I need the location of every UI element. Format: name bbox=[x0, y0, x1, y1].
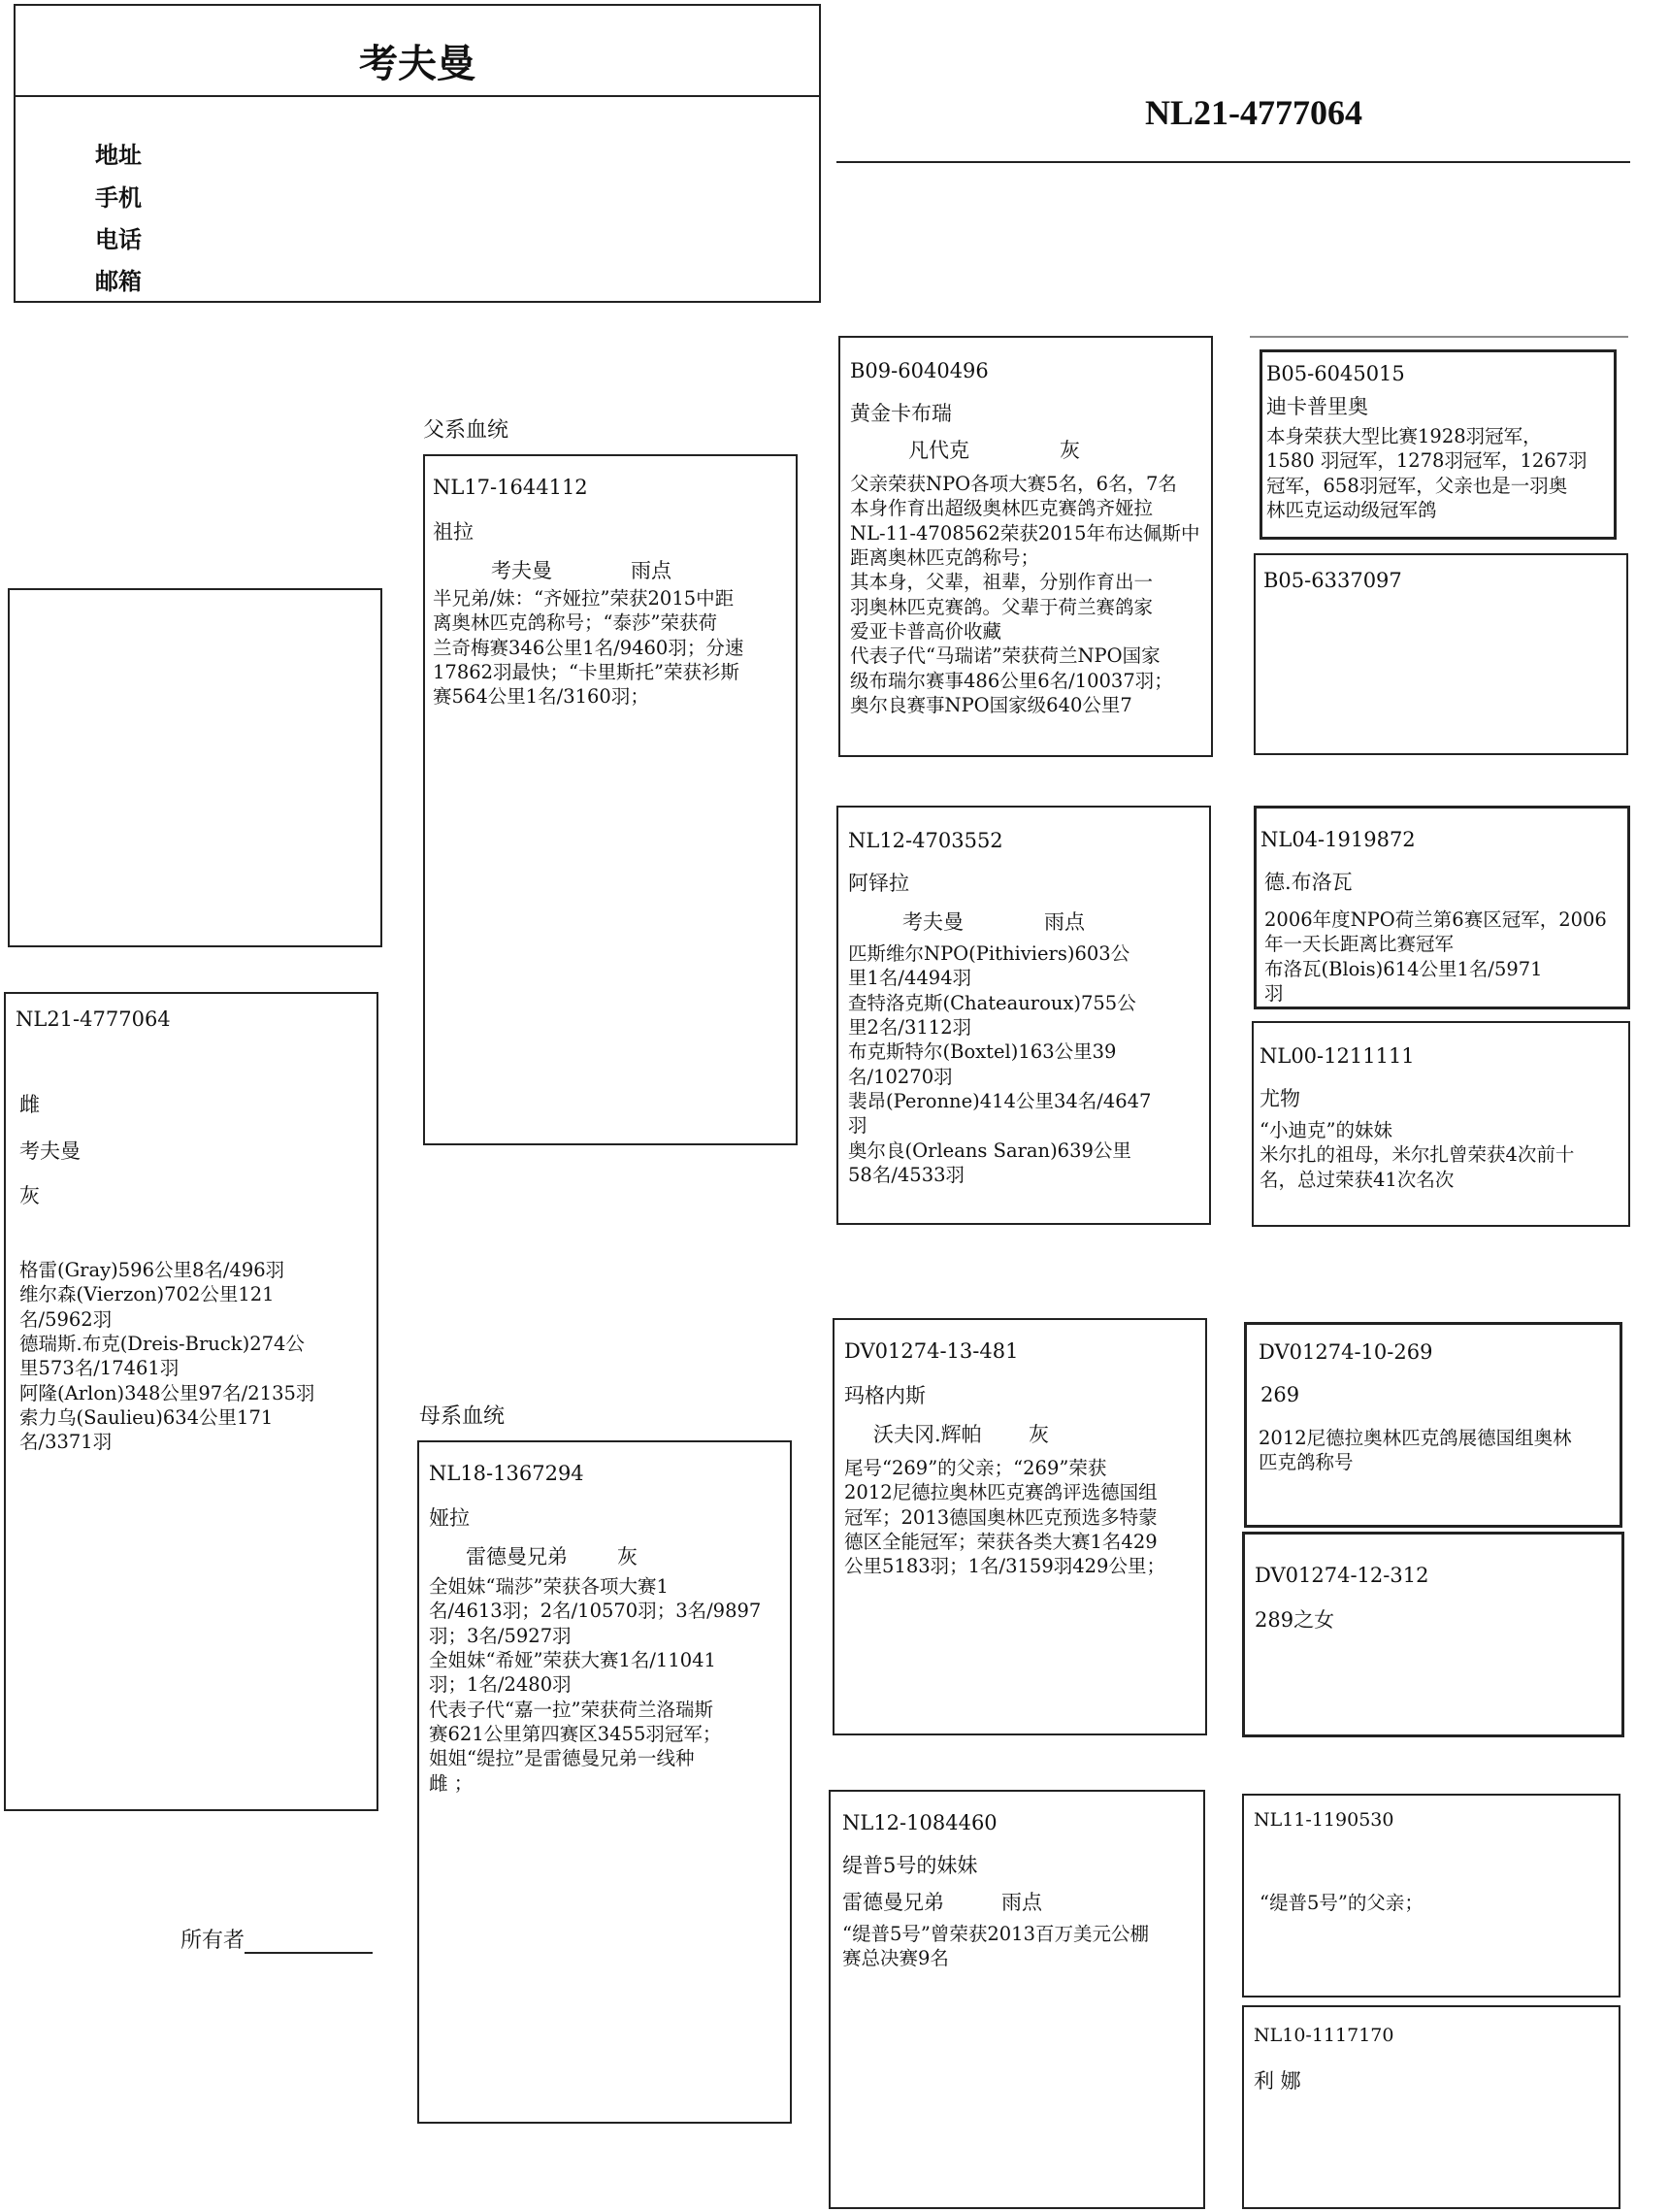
gg-ring: B05-6337097 bbox=[1263, 569, 1402, 592]
sire-sire-ring: B09-6040496 bbox=[850, 359, 989, 382]
dam-sire-ring: DV01274-13-481 bbox=[844, 1339, 1019, 1363]
note-line: 本身荣获大型比赛1928羽冠军， bbox=[1266, 425, 1542, 447]
gg-notes bbox=[1266, 424, 1608, 522]
dam-sire-breeder: 沃夫冈.辉帕 bbox=[873, 1423, 982, 1446]
dam-dam-color: 雨点 bbox=[1001, 1891, 1042, 1914]
sire-ring: NL17-1644112 bbox=[433, 476, 588, 499]
sire-line-label: 父系血统 bbox=[423, 418, 509, 443]
gg-ds-dam-card bbox=[1242, 1532, 1624, 1737]
note-line: 米尔扎的祖母，米尔扎曾荣获4次前十 bbox=[1260, 1143, 1575, 1167]
sire-sire-color: 灰 bbox=[1060, 439, 1080, 462]
note-line: 里1名/4494羽 bbox=[848, 967, 972, 990]
note-line: 公里5183羽；1名/3159羽429公里； bbox=[844, 1555, 1165, 1578]
dam-sire-notes bbox=[844, 1456, 1199, 1579]
dam-breeder: 雷德曼兄弟 bbox=[466, 1545, 568, 1568]
sire-sire-notes bbox=[850, 472, 1205, 717]
note-line: 羽 bbox=[1264, 982, 1284, 1006]
note-line: 羽奥林匹克赛鸽。父辈于荷兰赛鸽家 bbox=[850, 595, 1154, 618]
note-line: 兰奇梅赛346公里1名/9460羽；分速 bbox=[433, 636, 744, 659]
note-line: 1580 羽冠军，1278羽冠军，1267羽 bbox=[1266, 449, 1587, 473]
subject-breeder: 考夫曼 bbox=[19, 1139, 81, 1163]
gg-ring: DV01274-10-269 bbox=[1259, 1340, 1433, 1364]
gg-ring: NL00-1211111 bbox=[1260, 1044, 1415, 1068]
result-line: 索力乌(Saulieu)634公里171 bbox=[19, 1406, 274, 1430]
owner-field bbox=[180, 1924, 373, 1954]
result-line: 格雷(Gray)596公里8名/496羽 bbox=[19, 1259, 285, 1281]
note-line: 代表子代“嘉一拉”荣获荷兰洛瑞斯 bbox=[429, 1698, 713, 1721]
sire-sire-card bbox=[838, 336, 1213, 757]
note-line: 代表子代“马瑞诺”荣获荷兰NPO国家 bbox=[850, 644, 1161, 668]
note-line: 本身作育出超级奥林匹克赛鸽齐娅拉 bbox=[850, 497, 1154, 520]
breeder-header bbox=[14, 4, 821, 303]
result-line: 名/3371羽 bbox=[19, 1431, 113, 1454]
sire-card bbox=[423, 454, 798, 1145]
gg-ds-sire-card bbox=[1244, 1322, 1622, 1528]
gg-name: 迪卡普里奥 bbox=[1266, 395, 1368, 418]
sire-dam-name: 阿铎拉 bbox=[848, 872, 909, 895]
note-line: 德区全能冠军；荣获各类大赛1名429 bbox=[844, 1531, 1158, 1554]
note-line: 里2名/3112羽 bbox=[848, 1016, 972, 1040]
gg-sd-dam-card bbox=[1252, 1021, 1630, 1227]
note-line: 羽；3名/5927羽 bbox=[429, 1624, 572, 1647]
breeder-name: 考夫曼 bbox=[359, 41, 475, 86]
gg-notes bbox=[1264, 908, 1621, 1006]
note-line: 全姐妹“希娅”荣获大赛1名/11041 bbox=[429, 1649, 716, 1672]
note-line: 布克斯特尔(Boxtel)163公里39 bbox=[848, 1040, 1117, 1064]
note-line: 2012尼德拉奥林匹克鸽展德国组奥林 bbox=[1259, 1427, 1572, 1449]
note-line: 级布瑞尔赛事486公里6名/10037羽； bbox=[850, 669, 1173, 692]
gg-name: 利 娜 bbox=[1254, 2069, 1301, 2093]
result-line: 德瑞斯.布克(Dreis-Bruck)274公 bbox=[19, 1333, 305, 1356]
dam-sire-color: 灰 bbox=[1029, 1423, 1049, 1446]
note-line: 林匹克运动级冠军鸽 bbox=[1266, 499, 1437, 522]
dam-dam-ring: NL12-1084460 bbox=[842, 1811, 998, 1834]
note-line: 冠军；2013德国奥林匹克预选多特蒙 bbox=[844, 1505, 1158, 1529]
note-line: 赛564公里1名/3160羽； bbox=[433, 685, 649, 709]
gg-ring: NL11-1190530 bbox=[1254, 1809, 1394, 1831]
note-line: 爱亚卡普高价收藏 bbox=[850, 620, 1002, 644]
note-line: 冠军，658羽冠军，父亲也是一羽奥 bbox=[1266, 474, 1568, 497]
note-line: 羽；1名/2480羽 bbox=[429, 1673, 572, 1697]
ring-underline bbox=[836, 161, 1630, 163]
result-line: 维尔森(Vierzon)702公里121 bbox=[19, 1283, 275, 1306]
note-line: 年一天长距离比赛冠军 bbox=[1264, 933, 1455, 956]
note-line: 赛621公里第四赛区3455羽冠军； bbox=[429, 1723, 722, 1746]
sire-breeder: 考夫曼 bbox=[491, 559, 552, 582]
result-line: 名/5962羽 bbox=[19, 1307, 113, 1331]
note-line: 羽 bbox=[848, 1114, 867, 1138]
sire-notes bbox=[433, 586, 790, 710]
note-line: 离奥林匹克鸽称号；“泰莎”荣获荷 bbox=[433, 611, 717, 635]
owner-signature-line[interactable] bbox=[245, 1932, 373, 1954]
note-line: 名/10270羽 bbox=[848, 1065, 953, 1088]
gg-ss-dam-card bbox=[1254, 553, 1628, 755]
note-line: “缇普5号”的父亲； bbox=[1260, 1892, 1424, 1914]
note-line: NL-11-4708562荣获2015年布达佩斯中 bbox=[850, 521, 1200, 545]
gg-name: 289之女 bbox=[1255, 1608, 1335, 1632]
note-line: “缇普5号”曾荣获2013百万美元公棚 bbox=[842, 1923, 1149, 1945]
note-line: 匹斯维尔NPO(Pithiviers)603公 bbox=[848, 942, 1130, 965]
dam-ring: NL18-1367294 bbox=[429, 1462, 584, 1485]
note-line: 姐姐“缇拉”是雷德曼兄弟一线种 bbox=[429, 1747, 695, 1770]
dam-name: 娅拉 bbox=[429, 1506, 470, 1530]
gg-notes bbox=[1260, 1118, 1622, 1192]
sire-color: 雨点 bbox=[631, 559, 671, 582]
dam-color: 灰 bbox=[617, 1545, 638, 1568]
dam-sire-card bbox=[833, 1318, 1207, 1735]
gg-ring: DV01274-12-312 bbox=[1255, 1564, 1429, 1587]
subject-card bbox=[4, 992, 378, 1811]
contact-mobile-label: 手机 bbox=[95, 183, 142, 212]
sire-dam-ring: NL12-4703552 bbox=[848, 829, 1003, 852]
gg-name: 尤物 bbox=[1260, 1087, 1300, 1110]
note-line: 匹克鸽称号 bbox=[1259, 1451, 1354, 1474]
note-line: 全姐妹“瑞莎”荣获各项大赛1 bbox=[429, 1575, 669, 1598]
main-ring-number: NL21-4777064 bbox=[1145, 93, 1362, 132]
subject-sex: 雌 bbox=[19, 1093, 40, 1116]
note-line: 奥尔良赛事NPO国家级640公里7 bbox=[850, 694, 1132, 717]
note-line: 赛总决赛9名 bbox=[842, 1947, 949, 1970]
dam-sire-name: 玛格内斯 bbox=[844, 1384, 926, 1407]
dam-dam-card bbox=[829, 1790, 1205, 2209]
gg-ring: NL04-1919872 bbox=[1260, 828, 1416, 851]
note-line: 2006年度NPO荷兰第6赛区冠军，2006 bbox=[1264, 908, 1607, 931]
result-line: 里573名/17461羽 bbox=[19, 1357, 180, 1380]
note-line: 裴昂(Peronne)414公里34名/4647 bbox=[848, 1090, 1152, 1113]
gg-notes bbox=[1260, 1891, 1613, 1915]
gg-name: 德.布洛瓦 bbox=[1264, 871, 1353, 894]
gg-dd-sire-card bbox=[1242, 1794, 1620, 1997]
sire-dam-card bbox=[836, 806, 1211, 1225]
gg-notes bbox=[1259, 1426, 1614, 1475]
dam-card bbox=[417, 1440, 792, 2124]
sire-dam-breeder: 考夫曼 bbox=[902, 910, 964, 934]
subject-ring: NL21-4777064 bbox=[16, 1007, 171, 1031]
note-line: 半兄弟/妹：“齐娅拉”荣获2015中距 bbox=[433, 587, 735, 610]
result-line: 阿隆(Arlon)348公里97名/2135羽 bbox=[19, 1381, 315, 1404]
sire-dam-color: 雨点 bbox=[1044, 910, 1085, 934]
dam-line-label: 母系血统 bbox=[419, 1404, 506, 1429]
sire-sire-name: 黄金卡布瑞 bbox=[850, 402, 952, 425]
gg-dd-dam-card bbox=[1242, 2005, 1620, 2209]
sire-dam-notes bbox=[848, 941, 1203, 1187]
gg-ring: NL10-1117170 bbox=[1254, 2025, 1394, 2046]
note-line: 名，总过荣获41次名次 bbox=[1260, 1168, 1455, 1191]
dam-dam-name: 缇普5号的妹妹 bbox=[842, 1854, 978, 1877]
header-divider bbox=[16, 95, 819, 97]
dam-notes bbox=[429, 1574, 784, 1796]
note-line: “小迪克”的妹妹 bbox=[1260, 1119, 1392, 1141]
pigeon-photo-frame bbox=[8, 588, 382, 947]
note-line: 尾号“269”的父亲；“269”荣获 bbox=[844, 1457, 1107, 1479]
note-line: 雌 ； bbox=[429, 1771, 474, 1795]
subject-results bbox=[19, 1258, 371, 1455]
note-line: 距离奥林匹克鸽称号； bbox=[850, 546, 1040, 570]
gg-ring: B05-6045015 bbox=[1266, 362, 1405, 385]
note-line: 17862羽最快；“卡里斯托”荣获衫斯 bbox=[433, 661, 739, 684]
gg-sd-sire-card bbox=[1254, 806, 1630, 1009]
sire-name: 祖拉 bbox=[433, 520, 474, 544]
note-line: 奥尔良(Orleans Saran)639公里 bbox=[848, 1139, 1131, 1162]
contact-email-label: 邮箱 bbox=[95, 267, 142, 295]
dam-dam-breeder: 雷德曼兄弟 bbox=[842, 1891, 944, 1914]
note-line: 布洛瓦(Blois)614公里1名/5971 bbox=[1264, 957, 1543, 980]
note-line: 2012尼德拉奥林匹克赛鸽评选德国组 bbox=[844, 1481, 1158, 1504]
note-line: 查特洛克斯(Chateauroux)755公 bbox=[848, 991, 1136, 1014]
note-line: 名/4613羽；2名/10570羽；3名/9897 bbox=[429, 1600, 762, 1623]
sire-sire-breeder: 凡代克 bbox=[908, 439, 969, 462]
gg-name: 269 bbox=[1260, 1383, 1300, 1406]
note-line: 父亲荣获NPO各项大赛5名，6名，7名 bbox=[850, 473, 1177, 495]
dam-dam-notes bbox=[842, 1922, 1197, 1971]
gg-ss-sire-card bbox=[1260, 349, 1617, 540]
contact-address-label: 地址 bbox=[95, 141, 142, 169]
subject-color: 灰 bbox=[19, 1184, 40, 1207]
gg-top-rule bbox=[1250, 336, 1628, 338]
contact-phone-label: 电话 bbox=[95, 225, 142, 253]
owner-label: 所有者 bbox=[180, 1929, 245, 1953]
note-line: 58名/4533羽 bbox=[848, 1164, 965, 1187]
note-line: 其本身，父辈，祖辈，分别作育出一 bbox=[850, 571, 1154, 594]
